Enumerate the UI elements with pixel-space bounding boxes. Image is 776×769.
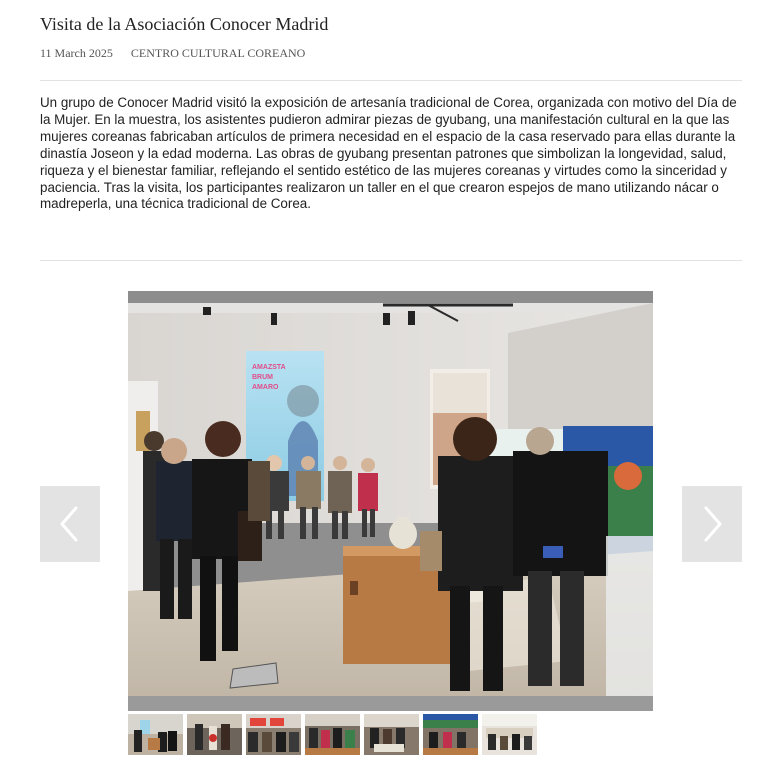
article-category[interactable]: CENTRO CULTURAL COREANO — [130, 46, 306, 60]
gallery-thumbnail-6[interactable] — [423, 714, 478, 755]
chevron-right-icon — [682, 486, 742, 562]
gallery-main-photo[interactable] — [128, 291, 653, 711]
divider-bottom — [40, 260, 742, 261]
gallery-thumbnail-2[interactable] — [187, 714, 242, 755]
gallery-thumbnail-4[interactable] — [305, 714, 360, 755]
divider-top — [40, 80, 742, 81]
gallery-thumbnail-5[interactable] — [364, 714, 419, 755]
gallery-prev-button[interactable] — [40, 486, 100, 562]
article-title: Visita de la Asociación Conocer Madrid — [40, 14, 329, 34]
banner-text-2: BRUM — [252, 374, 273, 381]
chevron-left-icon — [40, 486, 100, 562]
article-meta — [40, 46, 305, 61]
gallery-thumbnail-7[interactable] — [482, 714, 537, 755]
banner-text-1: AMAZSTA — [252, 364, 286, 371]
article-body: Un grupo de Conocer Madrid visitó la exposición de artesanía tradicional de Corea, organizada con motivo del Día de la Mujer. En la muestra, los asistentes pudieron admirar piezas de gyubang, una manifestación cultural en la que las mujeres coreanas fabricaban artículos de primera necesidad en el espacio de la casa reservado para ellas durante la dinastía Joseon y la edad moderna. Las obras de gyubang presentan patrones que simbolizan la longevidad, salud, riqueza y el bienestar familiar, reflejando el sentido estético de las mujeres coreanas y virtudes como la sinceridad y paciencia. Tras la visita, los participantes realizaron un taller en el que crearon espejos de mano utilizando nácar o madreperla, una técnica tradicional de Corea. — [40, 95, 737, 212]
gallery-next-button[interactable] — [682, 486, 742, 562]
gallery-thumbnail-1[interactable] — [128, 714, 183, 755]
article-date: 11 March 2025 — [40, 46, 113, 60]
banner-text-3: AMARO — [252, 384, 279, 391]
gallery-thumbnail-3[interactable] — [246, 714, 301, 755]
